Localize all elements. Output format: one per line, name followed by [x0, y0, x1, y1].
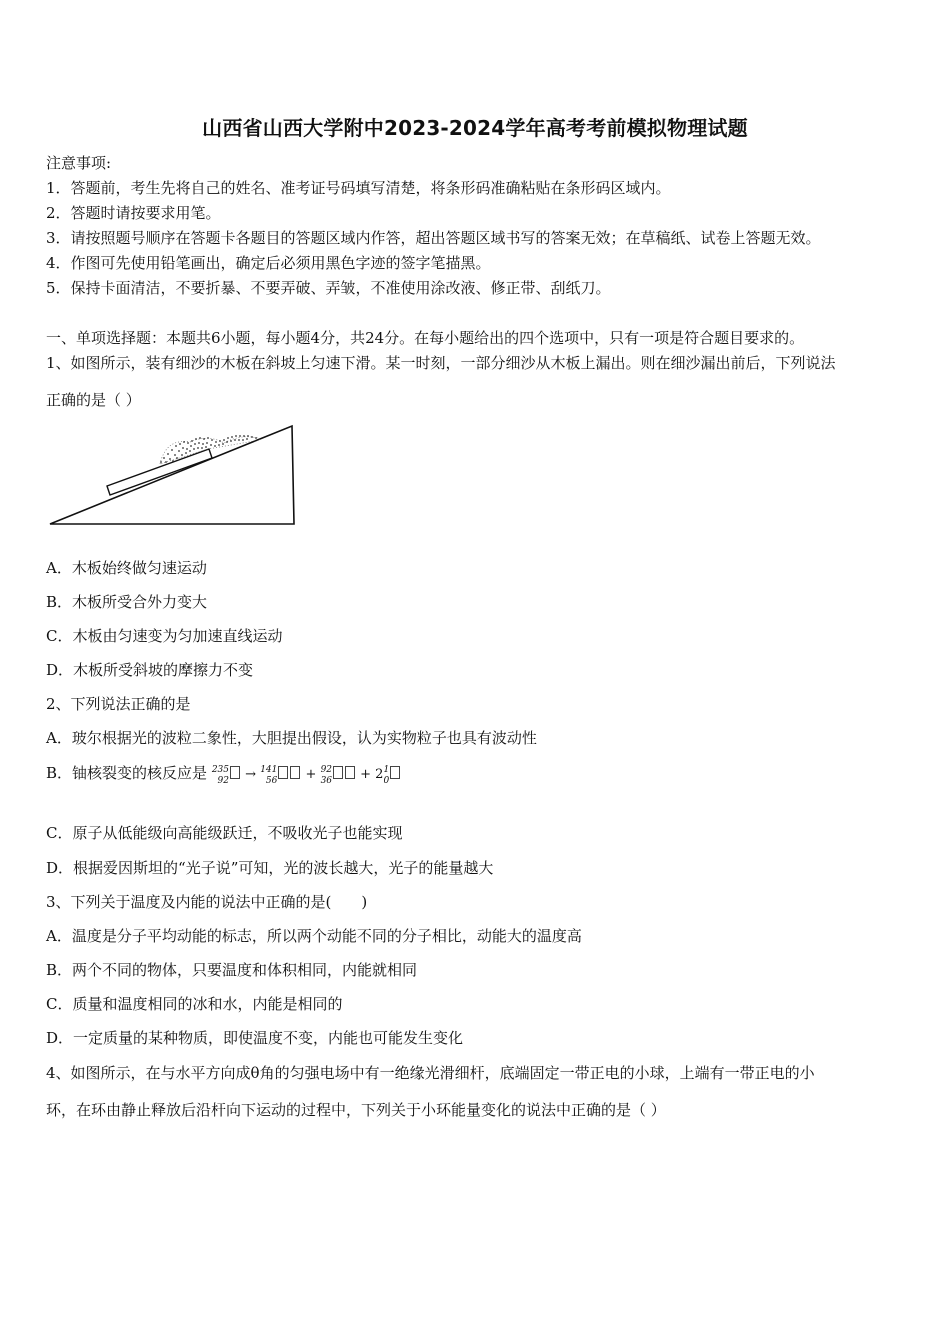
missing-glyph-icon: [278, 766, 288, 779]
q4-stem-line2: 环，在环由静止释放后沿杆向下运动的过程中，下列关于小环能量变化的说法中正确的是（ ）: [46, 1101, 666, 1119]
missing-glyph-icon: [290, 766, 300, 779]
q2-stem: 2、下列说法正确的是: [46, 695, 191, 713]
wooden-board: [107, 449, 212, 495]
q3-option-a: A．温度是分子平均动能的标志，所以两个动能不同的分子相比，动能大的温度高: [46, 927, 582, 945]
incline-figure: [48, 424, 298, 528]
missing-glyph-icon: [230, 766, 240, 779]
plus-sign: +: [305, 767, 317, 782]
uranium-mass-number: 235: [211, 764, 229, 775]
q3-option-c: C．质量和温度相同的冰和水，内能是相同的: [46, 995, 343, 1013]
q1-stem-line1: 1、如图所示，装有细沙的木板在斜坡上匀速下滑。某一时刻，一部分细沙从木板上漏出。则在细沙漏出前后，下列说法: [46, 354, 836, 372]
krypton-mass-number: 92: [320, 764, 333, 775]
page-title: 山西省山西大学附中2023-2024学年高考考前模拟物理试题: [202, 116, 748, 140]
missing-glyph-icon: [333, 766, 343, 779]
q3-stem: 3、下列关于温度及内能的说法中正确的是( ): [46, 893, 368, 911]
q2-option-b-text: B．铀核裂变的核反应是: [46, 764, 208, 782]
q1-stem-line2: 正确的是（ ）: [46, 391, 141, 409]
nuclear-equation: [211, 764, 401, 786]
section-header: 一、单项选择题：本题共6小题，每小题4分，共24分。在每小题给出的四个选项中，只有一项是符合题目要求的。: [46, 329, 805, 347]
missing-glyph-icon: [345, 766, 355, 779]
q2-option-c: C．原子从低能级向高能级跃迁，不吸收光子也能实现: [46, 824, 403, 842]
notice-item: 3．请按照题号顺序在答题卡各题目的答题区域内作答，超出答题区域书写的答案无效；在草稿纸、试卷上答题无效。: [46, 229, 821, 247]
barium-atomic-number: 56: [265, 775, 278, 786]
neutron-mass-number: 1: [383, 764, 390, 775]
q1-option-a: A．木板始终做匀速运动: [46, 559, 207, 577]
q2-option-a: A．玻尔根据光的波粒二象性，大胆提出假设，认为实物粒子也具有波动性: [46, 729, 537, 747]
notice-item: 1．答题前，考生先将自己的姓名、准考证号码填写清楚，将条形码准确粘贴在条形码区域内。: [46, 179, 671, 197]
plus-two: + 2: [360, 767, 384, 782]
q3-option-b: B．两个不同的物体，只要温度和体积相同，内能就相同: [46, 961, 418, 979]
notice-item: 2．答题时请按要求用笔。: [46, 204, 221, 222]
q4-stem-line1: 4、如图所示，在与水平方向成θ角的匀强电场中有一绝缘光滑细杆，底端固定一带正电的小球，上端有一带正电的小: [46, 1064, 815, 1082]
q1-option-b: B．木板所受合外力变大: [46, 593, 208, 611]
q2-option-b: [46, 762, 401, 786]
notice-heading: 注意事项:: [46, 154, 112, 172]
reaction-arrow: →: [245, 767, 257, 782]
q2-option-d: D．根据爱因斯坦的“光子说”可知，光的波长越大，光子的能量越大: [46, 859, 494, 877]
notice-item: 4．作图可先使用铅笔画出，确定后必须用黑色字迹的签字笔描黑。: [46, 254, 491, 272]
krypton-atomic-number: 36: [320, 775, 333, 786]
q1-option-d: D．木板所受斜坡的摩擦力不变: [46, 661, 254, 679]
q1-option-c: C．木板由匀速变为匀加速直线运动: [46, 627, 283, 645]
missing-glyph-icon: [390, 766, 400, 779]
uranium-atomic-number: 92: [217, 775, 229, 786]
barium-mass-number: 141: [260, 764, 278, 775]
q3-option-d: D．一定质量的某种物质，即使温度不变，内能也可能发生变化: [46, 1029, 464, 1047]
notice-item: 5．保持卡面清洁，不要折暴、不要弄破、弄皱，不准使用涂改液、修正带、刮纸刀。: [46, 279, 611, 297]
neutron-charge-number: 0: [383, 775, 390, 786]
